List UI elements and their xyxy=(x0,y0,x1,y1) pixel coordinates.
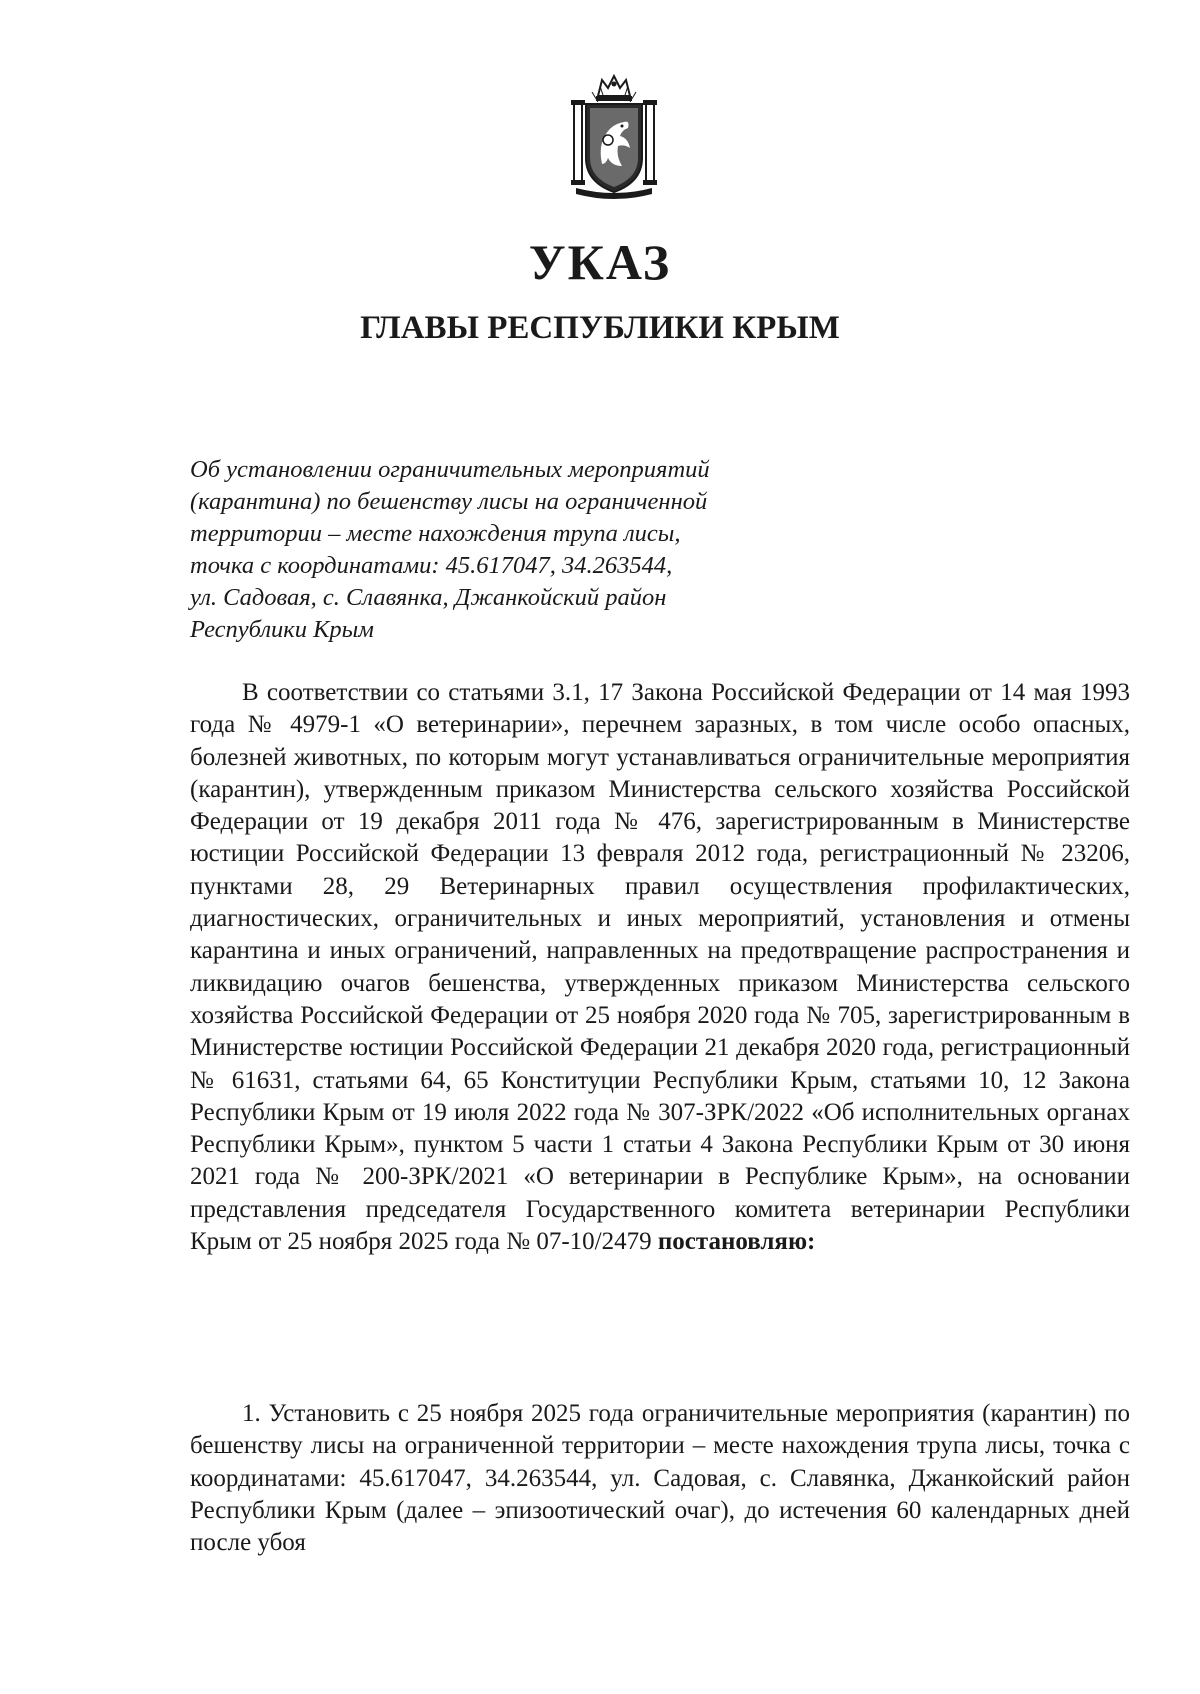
point-1-text: 1. Установить с 25 ноября 2025 года ограничительные мероприятия (карантин) по бешенству лисы на ограниченной территории – месте нахождения трупа лисы, точка с координатами: 45.617047, 34.263544, ул. Садовая, с. Славянка, Джанкойский район Республики Крым (далее – эпизоотический очаг), до истечения 60 календарных дней после убоя xyxy=(190,1400,1130,1557)
preamble-text: В соответствии со статьями 3.1, 17 Закона Российской Федерации от 14 мая 1993 года № 4979-1 «О ветеринарии», перечнем заразных, в том числе особо опасных, болезней животных, по которым могут устанавливаться ограничительные мероприятия (карантин), утвержденным приказом Министерства сельского хозяйства Российской Федерации от 19 декабря 2011 года № 476, зарегистрированным в Министерстве юстиции Российской Федерации 13 февраля 2012 года, регистрационный № 23206, пунктами 28, 29 Ветеринарных правил осуществления профилактических, диагностических, ограничительных и иных мероприятий, установления и отмены карантина и иных ограничений, направленных на предотвращение распространения и ликвидацию очагов бешенства, утвержденных приказом Министерства сельского хозяйства Российской Федерации от 25 ноября 2020 года № 705, зарегистрированным в Министерстве юстиции Российской Федерации 21 декабря 2020 года, регистрационный № 61631, статьями 64, 65 Конституции Республики Крым, статьями 10, 12 Закона Республики Крым от 19 июля 2022 года № 307-ЗРК/2022 «Об исполнительных органах Республики Крым», пунктом 5 части 1 статьи 4 Закона Республики Крым от 30 июня 2021 года № 200-ЗРК/2021 «О ветеринарии в Республике Крым», на основании представления председателя Государственного комитета ветеринарии Республики Крым от 25 ноября 2025 года № 07-10/2479 xyxy=(190,679,1130,1256)
subject-line: Об установлении ограничительных мероприятий xyxy=(190,456,710,483)
subject-line: точка с координатами: 45.617047, 34.263544, xyxy=(190,552,673,579)
subject-line: Республики Крым xyxy=(190,616,374,643)
subject-line: (карантина) по бешенству лисы на ограниченной xyxy=(190,488,708,515)
subject-line: территории – месте нахождения трупа лисы, xyxy=(190,520,681,547)
crimea-coat-of-arms-emblem xyxy=(568,74,660,200)
decree-word: постановляю: xyxy=(657,1228,816,1256)
preamble-paragraph xyxy=(190,677,1130,1258)
document-subtitle: ГЛАВЫ РЕСПУБЛИКИ КРЫМ xyxy=(360,310,840,346)
subject-line: ул. Садовая, с. Славянка, Джанкойский район xyxy=(190,584,667,611)
document-title: УКАЗ xyxy=(528,234,672,290)
point-1-paragraph xyxy=(190,1398,1130,1559)
decree-subject xyxy=(190,454,830,646)
